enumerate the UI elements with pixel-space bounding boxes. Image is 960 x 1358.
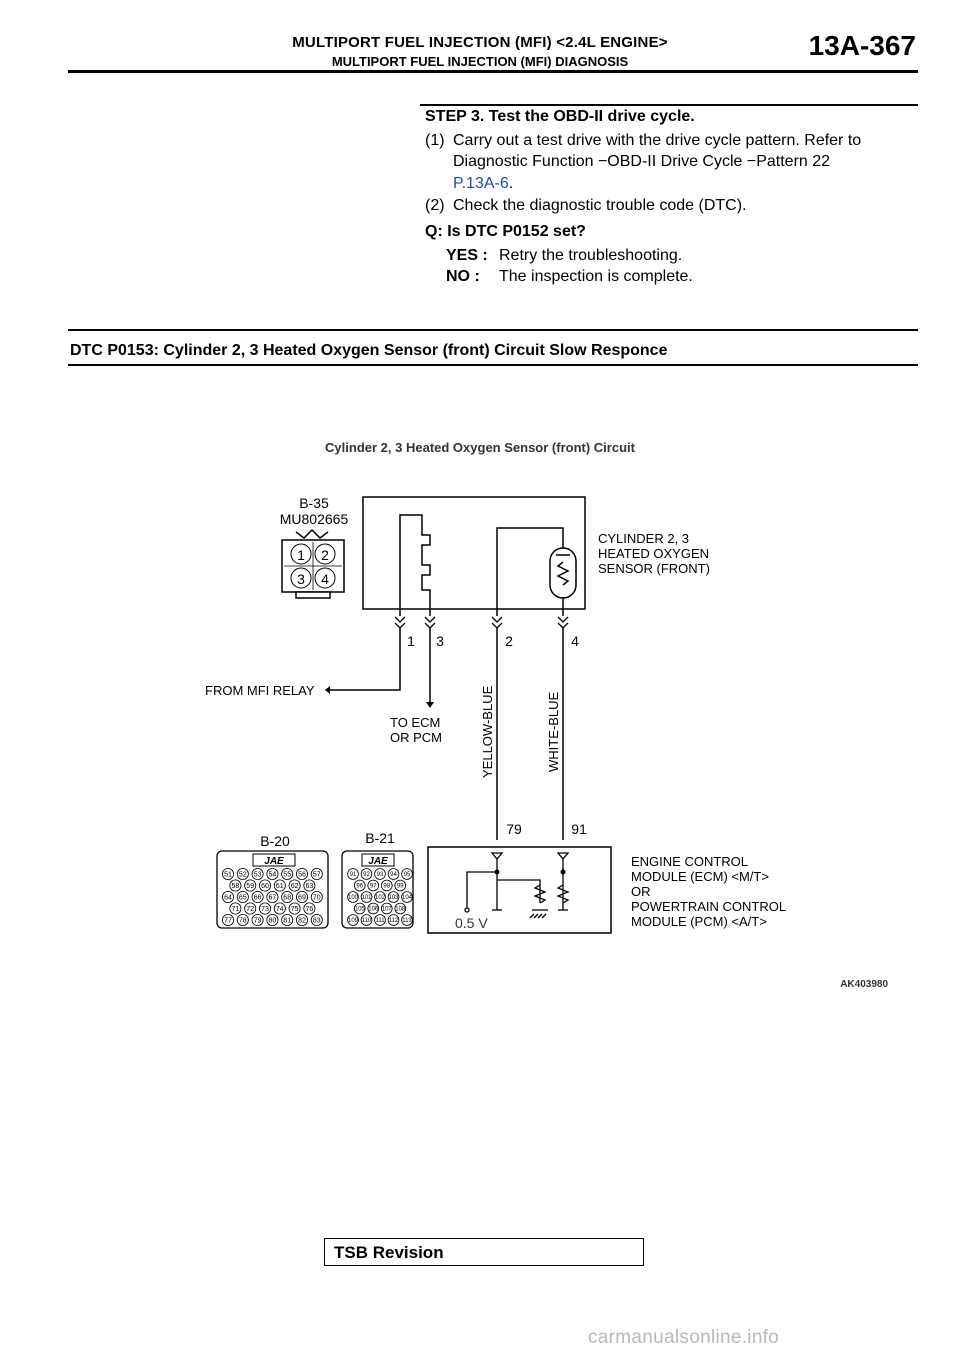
pin-number: 96: [356, 883, 364, 890]
pin-number: 71: [231, 905, 240, 913]
ecm-label: POWERTRAIN CONTROL: [631, 899, 787, 914]
pin-number: 109: [347, 918, 359, 925]
pin-number: 63: [305, 882, 314, 890]
pin-number: 72: [246, 905, 255, 913]
pin-number: 76: [305, 905, 314, 913]
ecm-internal-circuit: [465, 853, 568, 918]
pin-number: 67: [268, 894, 277, 902]
b21-label: B-21: [365, 830, 395, 846]
no-label: NO :: [446, 268, 480, 285]
pin-number: 56: [298, 871, 306, 879]
arrow-icon: [426, 702, 434, 708]
ecm-pin-label: 79: [506, 821, 522, 837]
diagram-title: Cylinder 2, 3 Heated Oxygen Sensor (front) Circuit: [325, 440, 635, 455]
heater-element-icon: [400, 515, 430, 616]
pin-label: 2: [321, 547, 329, 563]
b35-label: B-35: [299, 495, 329, 511]
pin-number: 101: [361, 895, 372, 902]
pin-number: 66: [253, 894, 262, 902]
wire-pin-label: 2: [505, 633, 513, 649]
figure-id: AK403980: [840, 979, 888, 990]
pin-number: 54: [268, 871, 277, 879]
pin-number: 97: [369, 883, 377, 890]
voltage-label: 0.5 V: [455, 915, 488, 931]
pin-number: 59: [246, 882, 255, 890]
wire-pin-label: 3: [436, 633, 444, 649]
pin-number: 91: [349, 872, 357, 879]
wire-color-yellow-blue: YELLOW-BLUE: [480, 685, 495, 778]
pin-number: 83: [312, 917, 321, 925]
pin-number: 69: [298, 894, 306, 902]
sensor-label: CYLINDER 2, 3: [598, 531, 690, 546]
b20-jae-label: JAE: [264, 856, 284, 867]
pin-number: 92: [363, 872, 370, 879]
pin-number: 60: [261, 882, 269, 890]
pin-number: 57: [312, 871, 321, 879]
pin-label: 3: [297, 571, 305, 587]
b20-label: B-20: [260, 833, 290, 849]
ecm-label: MODULE (ECM) <M/T>: [631, 869, 769, 884]
wire-pin-label: 1: [407, 633, 415, 649]
pin-number: 94: [390, 872, 397, 879]
pin-number: 52: [238, 871, 247, 879]
sensor-label: SENSOR (FRONT): [598, 561, 710, 576]
watermark: carmanualsonline.info: [588, 1327, 780, 1348]
b35-connector-icon: [282, 530, 344, 598]
pin-number: 62: [290, 882, 299, 890]
header-title: MULTIPORT FUEL INJECTION (MFI) <2.4L ENGINE>: [292, 34, 668, 51]
pin-number: 73: [261, 905, 269, 913]
junction-dot: [561, 870, 566, 875]
step-item1-prefix: (1): [425, 132, 445, 149]
ecm-label: MODULE (PCM) <A/T>: [631, 914, 767, 929]
oxygen-sensor-icon: [497, 528, 576, 616]
no-text: The inspection is complete.: [499, 268, 693, 285]
pin-number: 75: [290, 905, 299, 913]
step-item1-end: .: [508, 175, 514, 192]
pin-number: 81: [283, 917, 292, 925]
pin-number: 53: [253, 871, 262, 879]
pin-number: 64: [224, 894, 232, 902]
pin-number: 103: [388, 895, 399, 902]
pin-number: 55: [283, 871, 292, 879]
pin-number: 58: [231, 882, 240, 890]
step-item2-prefix: (2): [425, 197, 445, 214]
pin-number: 100: [347, 895, 359, 902]
ecm-label: ENGINE CONTROL: [631, 854, 749, 869]
step-title: STEP 3. Test the OBD-II drive cycle.: [425, 108, 695, 125]
pin-number: 105: [354, 906, 365, 913]
yes-label: YES :: [446, 247, 488, 264]
tsb-revision-label: TSB Revision: [334, 1243, 444, 1262]
step-item2-text: Check the diagnostic trouble code (DTC).: [453, 197, 747, 214]
connector-chevrons: [395, 617, 568, 628]
step-question: Q: Is DTC P0152 set?: [425, 223, 586, 240]
b35-part: MU802665: [279, 511, 349, 527]
wire-color-white-blue: WHITE-BLUE: [546, 691, 561, 772]
to-ecm-label: OR PCM: [390, 730, 442, 745]
pin-number: 51: [224, 871, 232, 879]
pin-number: 95: [403, 872, 411, 879]
yes-text: Retry the troubleshooting.: [499, 247, 683, 264]
wire-pin-label: 4: [571, 633, 579, 649]
pin-number: 68: [283, 894, 292, 902]
pin-number: 108: [395, 906, 406, 913]
pin-number: 112: [388, 918, 399, 925]
to-ecm-label: TO ECM: [390, 715, 441, 730]
pin-number: 80: [268, 917, 277, 925]
pin-number: 93: [376, 872, 384, 879]
pin-number: 98: [383, 883, 391, 890]
pin-number: 110: [361, 918, 372, 925]
pin-number: 99: [396, 883, 404, 890]
ecm-pin-label: 91: [571, 821, 587, 837]
pin-number: 61: [275, 882, 284, 890]
step-item1-line1: Carry out a test drive with the drive cycle pattern. Refer to: [453, 132, 862, 149]
wires: [330, 628, 563, 840]
page-number: 13A-367: [808, 30, 916, 61]
pin-label: 4: [321, 571, 329, 587]
dtc-title: DTC P0153: Cylinder 2, 3 Heated Oxygen Sensor (front) Circuit Slow Responce: [70, 342, 668, 359]
junction-dot: [495, 870, 500, 875]
arrow-icon: [325, 686, 330, 694]
b21-jae-label: JAE: [368, 856, 388, 867]
step-item1-line2: Diagnostic Function −OBD-II Drive Cycle −Pattern 22: [453, 153, 831, 170]
pin-number: 65: [238, 894, 247, 902]
b21-pin-grid: [348, 869, 413, 926]
pin-number: 70: [312, 894, 321, 902]
header-subtitle: MULTIPORT FUEL INJECTION (MFI) DIAGNOSIS: [331, 54, 629, 69]
from-relay-label: FROM MFI RELAY: [205, 683, 315, 698]
page-link[interactable]: P.13A-6: [453, 175, 509, 192]
ecm-label: OR: [631, 884, 651, 899]
pin-label: 1: [297, 547, 305, 563]
pin-number: 107: [381, 906, 392, 913]
pin-number: 82: [298, 917, 306, 925]
pin-number: 102: [374, 895, 386, 902]
pin-number: 106: [368, 906, 379, 913]
pin-number: 79: [253, 917, 262, 925]
pin-number: 78: [238, 917, 247, 925]
pin-number: 113: [402, 918, 412, 925]
sensor-label: HEATED OXYGEN: [598, 546, 710, 561]
pin-number: 104: [401, 895, 413, 902]
pin-number: 111: [375, 918, 385, 925]
pin-number: 77: [224, 917, 232, 925]
pin-number: 74: [275, 905, 284, 913]
